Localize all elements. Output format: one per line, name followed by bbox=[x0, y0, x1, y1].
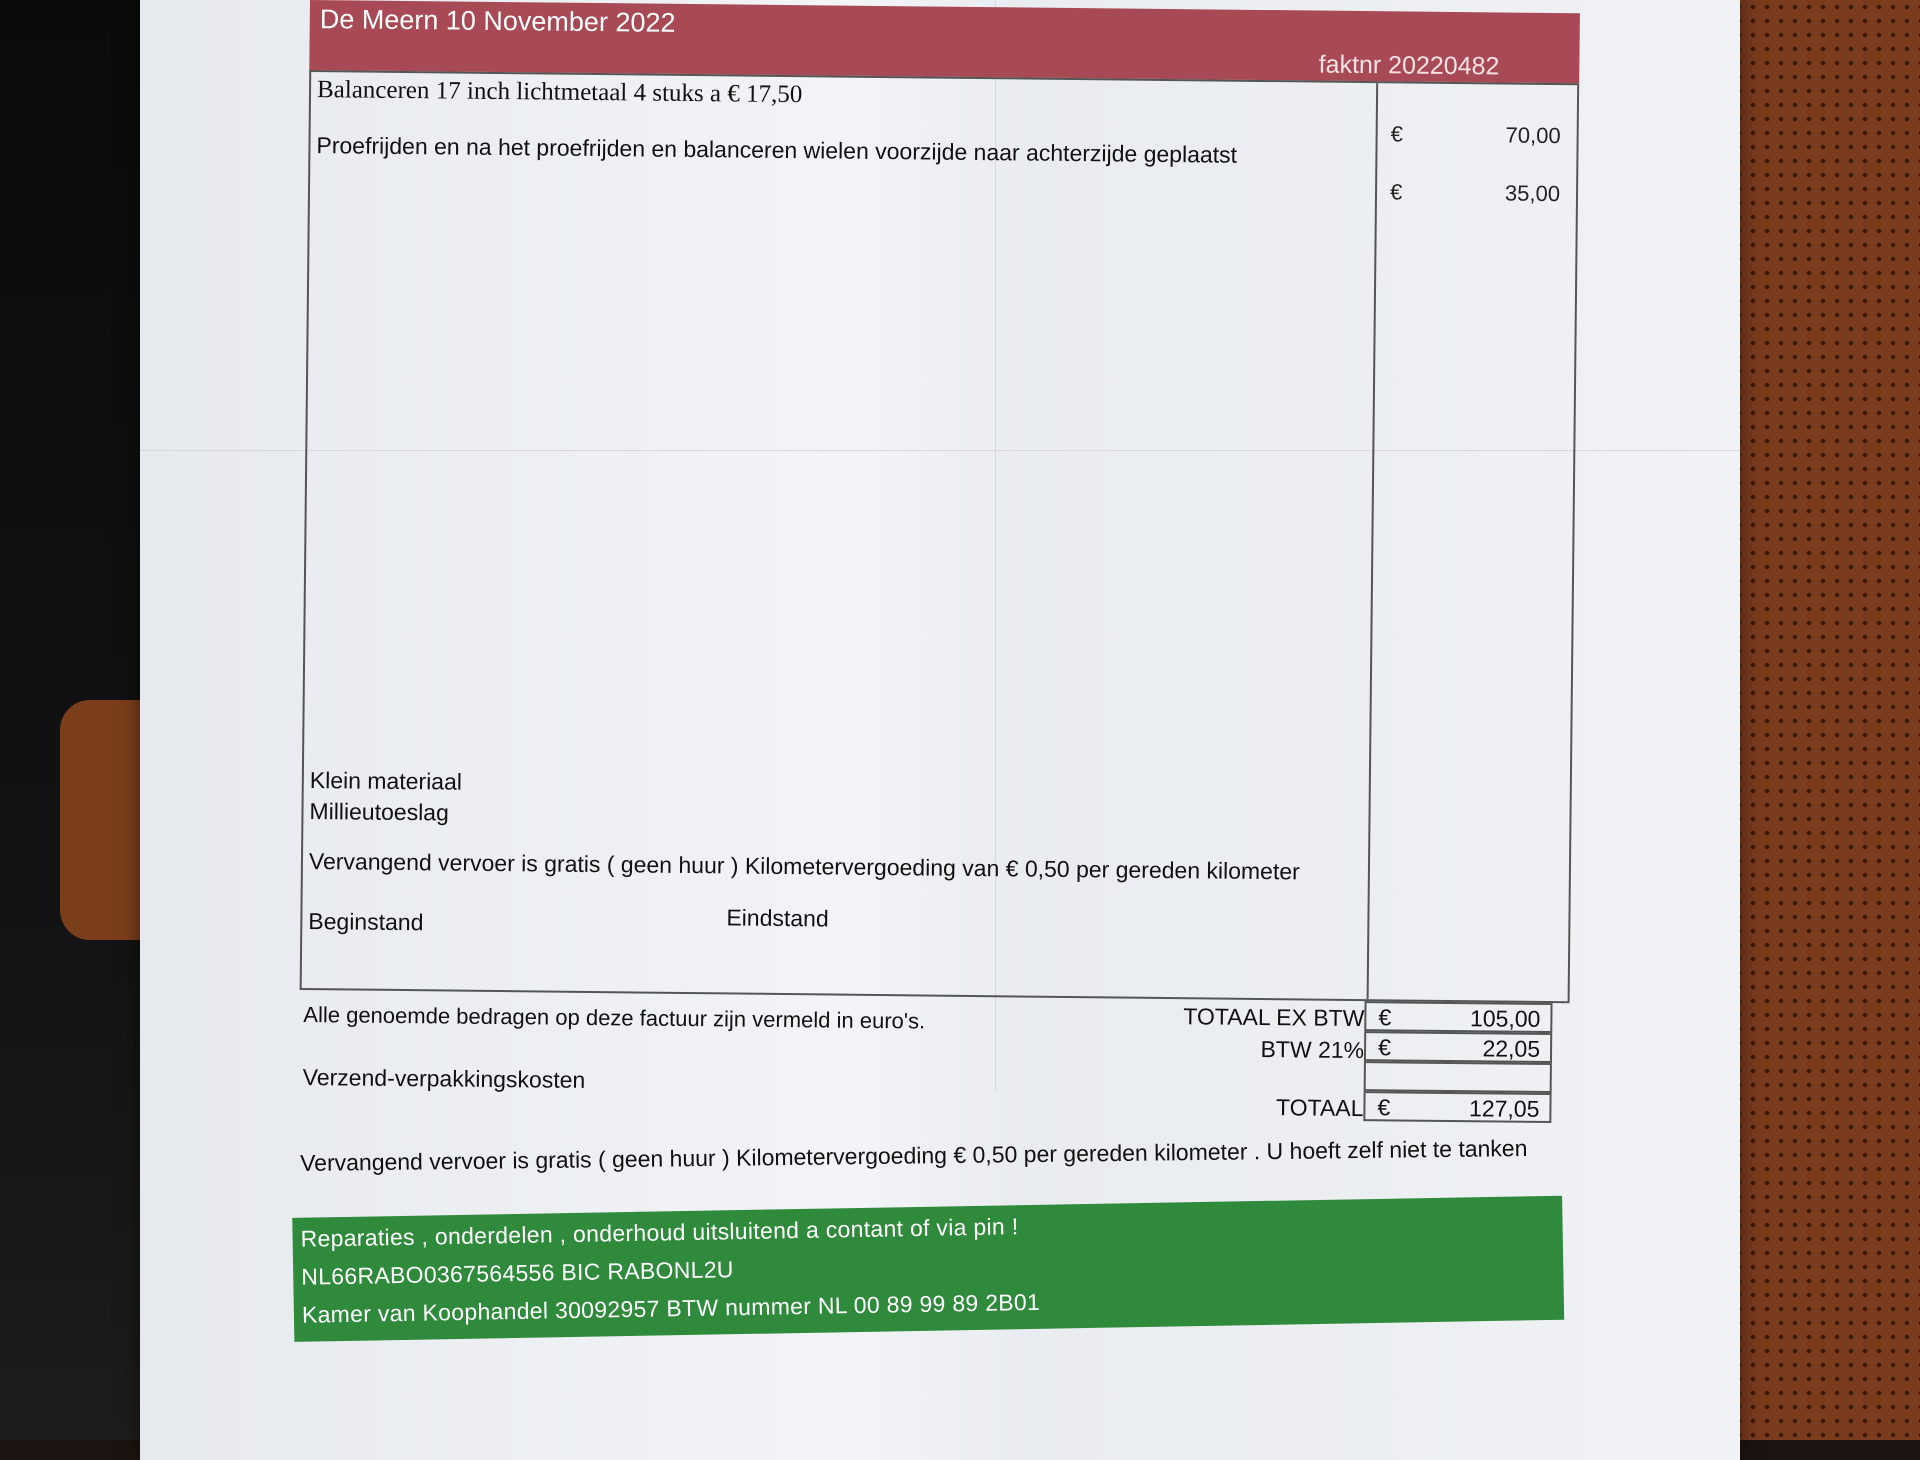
footer-payment-bar bbox=[292, 1196, 1564, 1342]
btw-currency: € bbox=[1377, 1034, 1392, 1061]
invoice-document bbox=[296, 0, 1600, 1343]
invoice-date: De Meern 10 November 2022 bbox=[319, 4, 676, 38]
item-currency-2: € bbox=[1389, 179, 1403, 205]
item-value-2: 35,00 bbox=[1504, 180, 1561, 207]
total-ex-btw-currency: € bbox=[1378, 1004, 1392, 1031]
vervangend-vervoer-note: Vervangend vervoer is gratis ( geen huur ) Kilometervergoeding van € 0,50 per gereden kilometer bbox=[308, 848, 1300, 885]
total-value: 127,05 bbox=[1468, 1095, 1540, 1122]
invoice-items-box bbox=[300, 70, 1580, 1003]
milieutoeslag-label: Millieutoeslag bbox=[309, 798, 449, 826]
footer-bank-line: NL66RABO0367564556 BIC RABONL2U bbox=[301, 1256, 734, 1290]
bottom-vervoer-note: Vervangend vervoer is gratis ( geen huur ) Kilometervergoeding € 0,50 per gereden kilometer . U hoeft zelf niet te tanken bbox=[299, 1134, 1528, 1176]
item-amount-2 bbox=[1389, 179, 1561, 207]
beginstand-label: Beginstand bbox=[308, 908, 424, 936]
total-ex-btw-cell bbox=[1364, 1001, 1552, 1033]
background-left bbox=[0, 0, 160, 1440]
item-amount-1 bbox=[1390, 121, 1561, 149]
item-description-2: Proefrijden en na het proefrijden en balanceren wielen voorzijde naar achterzijde geplaatst bbox=[316, 132, 1238, 168]
shipping-label: Verzend-verpakkingskosten bbox=[302, 1063, 586, 1093]
euro-note: Alle genoemde bedragen op deze factuur zijn vermeld in euro's. bbox=[303, 1001, 926, 1034]
item-description-1: Balanceren 17 inch lichtmetaal 4 stuks a € 17,50 bbox=[316, 76, 803, 109]
footer-kvk-btw-line: Kamer van Koophandel 30092957 BTW nummer NL 00 89 99 89 2B01 bbox=[301, 1288, 1041, 1328]
invoice-number: faktnr 20220482 bbox=[1318, 50, 1500, 81]
btw-label: BTW 21% bbox=[1260, 1036, 1365, 1064]
total-ex-btw-value: 105,00 bbox=[1469, 1005, 1541, 1032]
total-currency: € bbox=[1377, 1094, 1391, 1121]
btw-value: 22,05 bbox=[1482, 1035, 1541, 1062]
klein-materiaal-label: Klein materiaal bbox=[309, 767, 463, 795]
invoice-header-bar bbox=[309, 0, 1580, 83]
item-value-1: 70,00 bbox=[1505, 122, 1561, 149]
btw-cell bbox=[1364, 1031, 1552, 1063]
total-cell bbox=[1363, 1091, 1551, 1123]
item-currency-1: € bbox=[1390, 121, 1404, 147]
empty-total-cell bbox=[1364, 1061, 1552, 1093]
total-label: TOTAAL bbox=[1275, 1094, 1364, 1122]
footer-payment-line: Reparaties , onderdelen , onderhoud uitsluitend a contant of via pin ! bbox=[300, 1213, 1019, 1252]
total-ex-btw-label: TOTAAL EX BTW bbox=[1183, 1003, 1365, 1032]
eindstand-label: Eindstand bbox=[726, 904, 829, 932]
amount-column-divider bbox=[1367, 83, 1379, 999]
